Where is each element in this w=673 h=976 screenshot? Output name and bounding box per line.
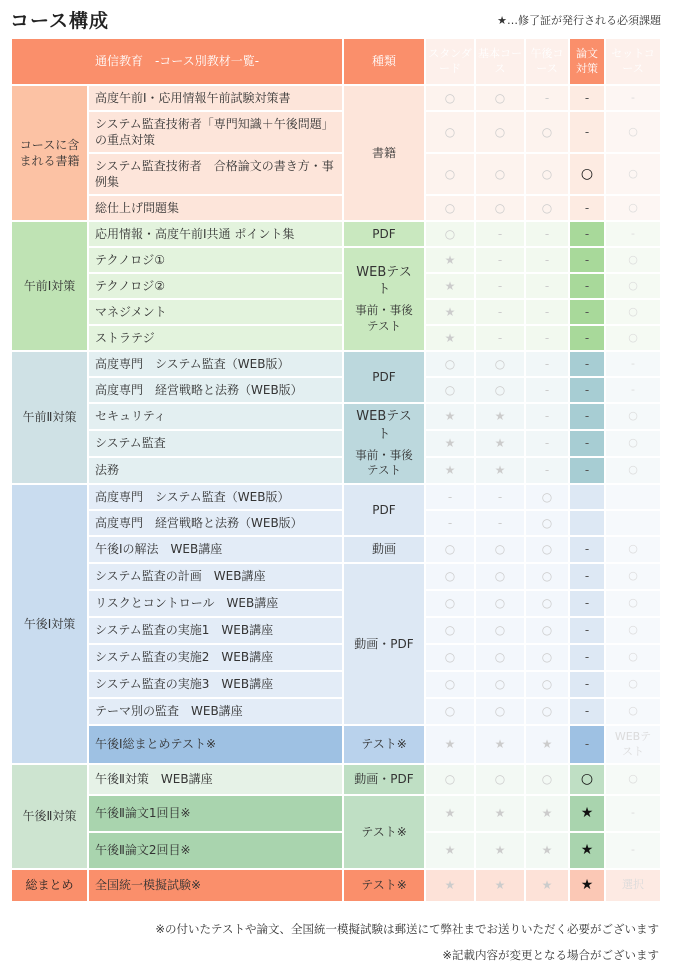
mark-basic: ○ [475,617,525,644]
mark-basic: ○ [475,563,525,590]
material-name: 高度午前Ⅰ・応用情報午前試験対策書 [88,85,343,111]
section-summary [11,869,661,902]
section-afternoon-2 [11,764,661,869]
material-name: マネジメント [88,299,343,325]
mark-set: ○ [605,111,661,153]
mark-basic: ○ [475,85,525,111]
mark-basic: ★ [475,725,525,764]
mark-essay: - [569,536,605,563]
table-header-row [11,38,661,85]
table-row [11,644,661,671]
mark-basic: ○ [475,377,525,403]
mark-set: ○ [605,536,661,563]
material-name: 高度専門 経営戦略と法務（WEB版） [88,377,343,403]
mark-basic: ○ [475,351,525,377]
category-label: 午後Ⅱ対策 [11,764,88,869]
mark-set: ○ [605,457,661,484]
kind-label: 動画・PDF [343,764,425,795]
kind-web-test-sub: 事前・事後テスト [355,303,413,333]
mark-basic: ○ [475,536,525,563]
mark-essay: ○ [569,153,605,195]
mark-set: ○ [605,563,661,590]
mark-afternoon: ○ [525,153,569,195]
mark-basic: ★ [475,403,525,430]
category-label: 総まとめ [11,869,88,902]
mark-set: ○ [605,273,661,299]
mark-set: ○ [605,153,661,195]
mark-basic: - [475,484,525,510]
material-name: 高度専門 経営戦略と法務（WEB版） [88,510,343,536]
mark-set: ○ [605,299,661,325]
mark-afternoon: ★ [525,832,569,869]
material-name: 午後Ⅱ対策 WEB講座 [88,764,343,795]
table-row [11,111,661,153]
mark-set: ○ [605,325,661,351]
page-title: コース構成 [10,10,110,32]
mark-essay: - [569,698,605,725]
mark-standard: - [425,484,475,510]
mark-afternoon: - [525,85,569,111]
material-name: システム監査の実施2 WEB講座 [88,644,343,671]
table-row [11,430,661,457]
mark-basic: - [475,325,525,351]
material-name: リスクとコントロール WEB講座 [88,590,343,617]
mark-essay: - [569,273,605,299]
mark-set: ○ [605,590,661,617]
material-name: 午後Ⅱ論文1回目※ [88,795,343,832]
table-row [11,351,661,377]
mark-afternoon: ○ [525,510,569,536]
section-morning-1 [11,221,661,351]
mark-basic: ★ [475,869,525,902]
mark-basic: ○ [475,153,525,195]
mark-basic: ○ [475,698,525,725]
mark-afternoon: ○ [525,671,569,698]
mark-afternoon: ○ [525,698,569,725]
kind-label [343,403,425,484]
mark-standard: ○ [425,698,475,725]
material-name: 応用情報・高度午前Ⅰ共通 ポイント集 [88,221,343,247]
table-row [11,247,661,273]
mark-essay: ★ [569,795,605,832]
material-name: システム監査の実施1 WEB講座 [88,617,343,644]
header-course-set: セットコース [605,38,661,85]
mark-basic: ★ [475,795,525,832]
material-name: 法務 [88,457,343,484]
header-kind: 種類 [343,38,425,85]
mark-standard: ○ [425,85,475,111]
mark-afternoon: ★ [525,795,569,832]
mark-set: - [605,795,661,832]
material-name: 総仕上げ問題集 [88,195,343,221]
mark-basic: - [475,273,525,299]
mark-standard: ○ [425,153,475,195]
mark-basic: ★ [475,430,525,457]
material-name: ストラテジ [88,325,343,351]
material-name: テーマ別の監査 WEB講座 [88,698,343,725]
mark-standard: ★ [425,403,475,430]
kind-label: 書籍 [343,85,425,221]
mark-afternoon: ○ [525,644,569,671]
mark-essay: - [569,430,605,457]
category-label: 午前Ⅱ対策 [11,351,88,484]
table-row [11,590,661,617]
footnote-change: ※記載内容が変更となる場合がございます [442,948,659,962]
header-course-basic: 基本コース [475,38,525,85]
header-materials: 通信教育 -コース別教材一覧- [11,38,343,85]
mark-afternoon: - [525,247,569,273]
kind-label: テスト※ [343,725,425,764]
header-course-essay: 論文対策 [569,38,605,85]
table-row [11,221,661,247]
mark-basic: ○ [475,590,525,617]
header-course-standard: スタンダード [425,38,475,85]
header-course-afternoon: 午後コース [525,38,569,85]
mark-basic: ○ [475,671,525,698]
material-name: テクノロジ① [88,247,343,273]
mark-standard: - [425,510,475,536]
table-row [11,85,661,111]
category-label: 午後Ⅰ対策 [11,484,88,764]
mark-standard: ○ [425,764,475,795]
mark-afternoon: - [525,377,569,403]
kind-label: 動画・PDF [343,563,425,725]
mark-set [605,510,661,536]
mark-essay: - [569,299,605,325]
mark-standard: ○ [425,111,475,153]
mark-standard: ○ [425,536,475,563]
mark-standard: ○ [425,563,475,590]
mark-essay [569,484,605,510]
mark-essay: - [569,644,605,671]
mark-set: ○ [605,671,661,698]
table-row [11,403,661,430]
mark-essay: ★ [569,832,605,869]
mark-essay: - [569,457,605,484]
mark-afternoon: ★ [525,725,569,764]
mark-essay: - [569,590,605,617]
table-row [11,299,661,325]
material-name: システム監査 [88,430,343,457]
mark-standard: ○ [425,377,475,403]
mark-set: ○ [605,247,661,273]
kind-label [343,247,425,351]
mark-standard: ○ [425,351,475,377]
material-name: 高度専門 システム監査（WEB版） [88,484,343,510]
mark-standard: ★ [425,725,475,764]
mark-set: ○ [605,403,661,430]
mark-afternoon: - [525,221,569,247]
table-row [11,869,661,902]
mark-essay: ★ [569,869,605,902]
mark-afternoon: ○ [525,536,569,563]
table-row [11,725,661,764]
mark-set: ○ [605,195,661,221]
mark-essay: - [569,195,605,221]
mark-standard: ★ [425,325,475,351]
kind-web-test: WEBテスト [356,409,412,442]
table-row [11,671,661,698]
mark-standard: ★ [425,273,475,299]
table-row [11,764,661,795]
mark-set: ○ [605,644,661,671]
section-afternoon-1 [11,484,661,764]
kind-label: PDF [343,484,425,536]
category-label: 午前Ⅰ対策 [11,221,88,351]
mark-afternoon: ○ [525,111,569,153]
mark-set: ○ [605,617,661,644]
table-row [11,153,661,195]
table-row [11,832,661,869]
table-row [11,457,661,484]
table-row [11,563,661,590]
mark-essay: ○ [569,764,605,795]
table-row [11,698,661,725]
mark-standard: ★ [425,430,475,457]
mark-basic: ★ [475,832,525,869]
table-row [11,795,661,832]
mark-essay [569,510,605,536]
kind-label: テスト※ [343,869,425,902]
material-name: システム監査技術者 合格論文の書き方・事例集 [88,153,343,195]
mark-afternoon: ○ [525,195,569,221]
mark-afternoon: - [525,430,569,457]
mark-standard: ★ [425,832,475,869]
material-name: 全国統一模擬試験※ [88,869,343,902]
mark-afternoon: - [525,351,569,377]
mark-basic: ★ [475,457,525,484]
mark-afternoon: - [525,403,569,430]
mark-basic: - [475,510,525,536]
kind-label: 動画 [343,536,425,563]
mark-standard: ★ [425,457,475,484]
mark-afternoon: ○ [525,484,569,510]
mark-set: - [605,832,661,869]
mark-essay: - [569,403,605,430]
mark-afternoon: - [525,325,569,351]
mark-afternoon: - [525,457,569,484]
table-row [11,377,661,403]
mark-standard: ○ [425,671,475,698]
mark-basic: ○ [475,644,525,671]
category-label: コースに含まれる書籍 [11,85,88,221]
material-name: 午後Ⅰの解法 WEB講座 [88,536,343,563]
table-row [11,510,661,536]
material-name: 午後Ⅰ総まとめテスト※ [88,725,343,764]
table-row [11,195,661,221]
mark-essay: - [569,617,605,644]
mark-set: - [605,85,661,111]
mark-standard: ★ [425,869,475,902]
mark-standard: ★ [425,247,475,273]
material-name: 高度専門 システム監査（WEB版） [88,351,343,377]
mark-basic: - [475,299,525,325]
mark-set [605,484,661,510]
mark-set: 選択 [605,869,661,902]
mark-essay: - [569,111,605,153]
mark-afternoon: - [525,299,569,325]
mark-afternoon: ★ [525,869,569,902]
mark-basic: ○ [475,111,525,153]
mark-basic: - [475,247,525,273]
material-name: システム監査の計画 WEB講座 [88,563,343,590]
mark-standard: ★ [425,795,475,832]
mark-basic: ○ [475,195,525,221]
kind-web-test-sub: 事前・事後テスト [355,447,413,478]
section-books [11,85,661,221]
mark-set: - [605,377,661,403]
mark-basic: ○ [475,764,525,795]
mark-standard: ○ [425,644,475,671]
mark-essay: - [569,725,605,764]
mark-set: - [605,221,661,247]
mark-afternoon: ○ [525,563,569,590]
mark-standard: ○ [425,221,475,247]
mark-afternoon: ○ [525,617,569,644]
table-row [11,484,661,510]
mark-essay: - [569,377,605,403]
star-legend: ★…修了証が発行される必須課題 [497,14,661,27]
kind-label: PDF [343,351,425,403]
mark-set: ○ [605,764,661,795]
mark-set: ○ [605,430,661,457]
material-name: システム監査の実施3 WEB講座 [88,671,343,698]
section-morning-2 [11,351,661,484]
mark-basic: - [475,221,525,247]
course-table [10,37,662,903]
mark-essay: - [569,563,605,590]
material-name: セキュリティ [88,403,343,430]
mark-afternoon: ○ [525,590,569,617]
table-row [11,536,661,563]
kind-label: テスト※ [343,795,425,869]
page-header [0,0,673,34]
mark-afternoon: ○ [525,764,569,795]
mark-essay: - [569,247,605,273]
material-name: 午後Ⅱ論文2回目※ [88,832,343,869]
material-name: システム監査技術者「専門知識＋午後問題」の重点対策 [88,111,343,153]
table-row [11,273,661,299]
mark-essay: - [569,325,605,351]
mark-essay: - [569,221,605,247]
mark-set: ○ [605,698,661,725]
mark-standard: ○ [425,590,475,617]
footnote-mail: ※の付いたテストや論文、全国統一模擬試験は郵送にて弊社までお送りいただく必要がございます [155,922,659,936]
mark-standard: ★ [425,299,475,325]
mark-standard: ○ [425,195,475,221]
mark-set: WEBテスト [605,725,661,764]
mark-set: - [605,351,661,377]
material-name: テクノロジ② [88,273,343,299]
mark-essay: - [569,671,605,698]
kind-web-test: WEBテスト [356,264,412,298]
mark-standard: ○ [425,617,475,644]
table-row [11,617,661,644]
mark-afternoon: - [525,273,569,299]
mark-essay: - [569,85,605,111]
table-row [11,325,661,351]
kind-label: PDF [343,221,425,247]
mark-essay: - [569,351,605,377]
